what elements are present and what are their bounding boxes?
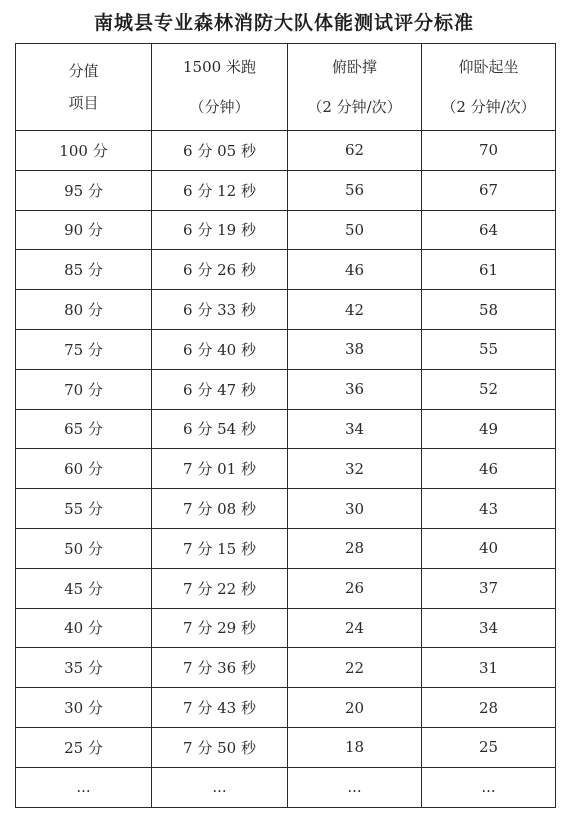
situps-cell: 37: [422, 568, 556, 608]
pushups-cell: 30: [288, 489, 422, 529]
header-cell-situps: [422, 44, 556, 131]
score-cell: 40 分: [16, 608, 152, 648]
situps-cell: 46: [422, 449, 556, 489]
run-1500m-cell: 6 分 54 秒: [152, 409, 288, 449]
situps-cell: 25: [422, 727, 556, 767]
pushups-cell: 56: [288, 170, 422, 210]
situps-cell: 55: [422, 329, 556, 369]
pushups-cell: 62: [288, 131, 422, 171]
score-cell: 85 分: [16, 250, 152, 290]
run-1500m-cell: 6 分 47 秒: [152, 369, 288, 409]
score-cell: 30 分: [16, 688, 152, 728]
scoring-table: [15, 43, 556, 808]
table-row: [16, 210, 556, 250]
pushups-cell: 24: [288, 608, 422, 648]
run-1500m-cell: 7 分 50 秒: [152, 727, 288, 767]
header-pushups-label: 俯卧撑: [331, 58, 377, 76]
table-row: [16, 131, 556, 171]
score-cell: 80 分: [16, 290, 152, 330]
pushups-cell: 38: [288, 329, 422, 369]
table-row: [16, 449, 556, 489]
situps-cell: ...: [422, 767, 556, 807]
score-cell: 35 分: [16, 648, 152, 688]
table-row: [16, 568, 556, 608]
run-1500m-cell: 7 分 01 秒: [152, 449, 288, 489]
score-cell: 90 分: [16, 210, 152, 250]
pushups-cell: 32: [288, 449, 422, 489]
pushups-cell: 20: [288, 688, 422, 728]
run-1500m-cell: 6 分 12 秒: [152, 170, 288, 210]
pushups-cell: 34: [288, 409, 422, 449]
header-cell-score-item: [16, 44, 152, 131]
run-1500m-cell: 7 分 36 秒: [152, 648, 288, 688]
pushups-cell: ...: [288, 767, 422, 807]
situps-cell: 67: [422, 170, 556, 210]
table-row: [16, 170, 556, 210]
run-1500m-cell: 7 分 29 秒: [152, 608, 288, 648]
situps-cell: 64: [422, 210, 556, 250]
page-title: 南城县专业森林消防大队体能测试评分标准: [93, 12, 474, 34]
score-cell: 65 分: [16, 409, 152, 449]
situps-cell: 52: [422, 369, 556, 409]
header-cell-1500m: [152, 44, 288, 131]
situps-cell: 58: [422, 290, 556, 330]
header-item-label: 项目: [68, 94, 99, 112]
score-cell: 25 分: [16, 727, 152, 767]
table-row: [16, 608, 556, 648]
situps-cell: 31: [422, 648, 556, 688]
run-1500m-cell: 6 分 33 秒: [152, 290, 288, 330]
score-cell: 95 分: [16, 170, 152, 210]
header-situps-unit: （2 分钟/次）: [441, 98, 536, 116]
table-row: [16, 409, 556, 449]
score-cell: 55 分: [16, 489, 152, 529]
table-row: [16, 688, 556, 728]
table-row: [16, 489, 556, 529]
run-1500m-cell: 7 分 22 秒: [152, 568, 288, 608]
score-cell: ...: [16, 767, 152, 807]
table-row: [16, 648, 556, 688]
situps-cell: 70: [422, 131, 556, 171]
run-1500m-cell: 7 分 15 秒: [152, 528, 288, 568]
table-row: [16, 369, 556, 409]
table-row: [16, 250, 556, 290]
score-cell: 45 分: [16, 568, 152, 608]
pushups-cell: 22: [288, 648, 422, 688]
table-row: [16, 329, 556, 369]
pushups-cell: 50: [288, 210, 422, 250]
pushups-cell: 18: [288, 727, 422, 767]
run-1500m-cell: 6 分 26 秒: [152, 250, 288, 290]
score-cell: 75 分: [16, 329, 152, 369]
header-1500m-label: 1500 米跑: [183, 58, 256, 76]
score-cell: 60 分: [16, 449, 152, 489]
run-1500m-cell: 6 分 05 秒: [152, 131, 288, 171]
pushups-cell: 46: [288, 250, 422, 290]
run-1500m-cell: 7 分 08 秒: [152, 489, 288, 529]
pushups-cell: 42: [288, 290, 422, 330]
table-row: [16, 727, 556, 767]
table-row: [16, 290, 556, 330]
situps-cell: 40: [422, 528, 556, 568]
run-1500m-cell: 6 分 19 秒: [152, 210, 288, 250]
situps-cell: 34: [422, 608, 556, 648]
situps-cell: 43: [422, 489, 556, 529]
run-1500m-cell: ...: [152, 767, 288, 807]
pushups-cell: 28: [288, 528, 422, 568]
score-cell: 70 分: [16, 369, 152, 409]
situps-cell: 61: [422, 250, 556, 290]
header-1500m-unit: （分钟）: [189, 98, 250, 116]
header-score-label: 分值: [68, 62, 99, 80]
run-1500m-cell: 6 分 40 秒: [152, 329, 288, 369]
header-situps-label: 仰卧起坐: [458, 58, 519, 76]
pushups-cell: 36: [288, 369, 422, 409]
situps-cell: 28: [422, 688, 556, 728]
table-row: [16, 528, 556, 568]
run-1500m-cell: 7 分 43 秒: [152, 688, 288, 728]
score-cell: 100 分: [16, 131, 152, 171]
table-row: [16, 767, 556, 807]
header-pushups-unit: （2 分钟/次）: [307, 98, 402, 116]
table-header-row: [16, 44, 556, 131]
score-cell: 50 分: [16, 528, 152, 568]
situps-cell: 49: [422, 409, 556, 449]
header-cell-pushups: [288, 44, 422, 131]
pushups-cell: 26: [288, 568, 422, 608]
